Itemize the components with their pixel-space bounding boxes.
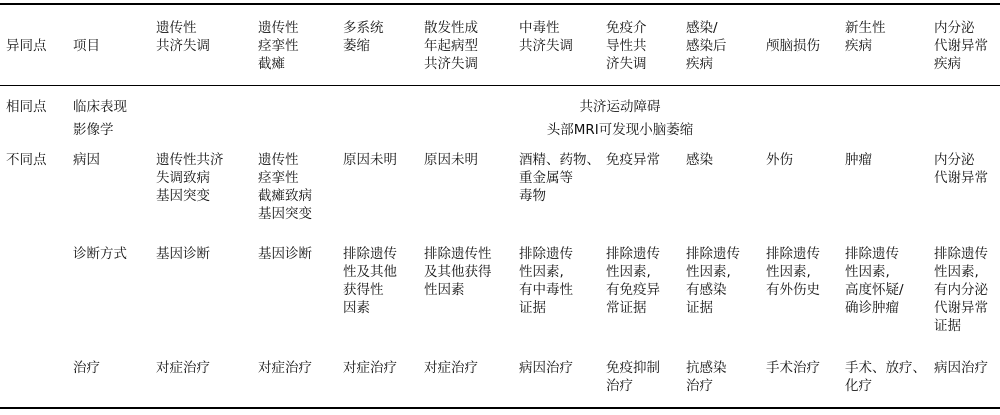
etiology-cell-8: 外伤 xyxy=(766,152,793,168)
treatment-cell-4: 对症治疗 xyxy=(424,360,478,376)
header-col-1: 遗传性 共济失调 xyxy=(156,20,210,54)
etiology-cell-5: 酒精、药物、 重金属等 毒物 xyxy=(519,152,600,204)
diagnosis-cell-7: 排除遗传 性因素, 有感染 证据 xyxy=(686,246,740,316)
etiology-cell-1: 遗传性共济 失调致病 基因突变 xyxy=(156,152,224,204)
header-diff-label: 异同点 xyxy=(6,38,47,54)
diagnosis-cell-6: 排除遗传 性因素, 有免疫异 常证据 xyxy=(606,246,660,316)
diagnosis-cell-4: 排除遗传性 及其他获得 性因素 xyxy=(424,246,492,298)
row-label-treatment: 治疗 xyxy=(73,360,100,376)
similar-item-clinical: 临床表现 xyxy=(73,99,127,115)
diagnosis-cell-9: 排除遗传 性因素, 高度怀疑/ 确诊肿瘤 xyxy=(845,246,904,316)
etiology-cell-4: 原因未明 xyxy=(424,152,478,168)
header-col-7: 感染/ 感染后 疾病 xyxy=(686,20,727,72)
diagnosis-cell-2: 基因诊断 xyxy=(258,246,312,262)
header-rule xyxy=(0,85,1000,86)
treatment-cell-10: 病因治疗 xyxy=(934,360,988,376)
treatment-cell-8: 手术治疗 xyxy=(766,360,820,376)
header-col-6: 免疫介 导性共 济失调 xyxy=(606,20,647,72)
etiology-cell-3: 原因未明 xyxy=(343,152,397,168)
header-col-4: 散发性成 年起病型 共济失调 xyxy=(424,20,478,72)
etiology-cell-9: 肿瘤 xyxy=(845,152,872,168)
header-col-5: 中毒性 共济失调 xyxy=(519,20,573,54)
treatment-cell-1: 对症治疗 xyxy=(156,360,210,376)
header-col-9: 新生性 疾病 xyxy=(845,20,886,54)
diagnosis-cell-8: 排除遗传 性因素, 有外伤史 xyxy=(766,246,820,298)
similar-imaging-text: 头部MRI可发现小脑萎缩 xyxy=(546,122,694,138)
similar-label: 相同点 xyxy=(6,99,47,115)
treatment-cell-7: 抗感染 治疗 xyxy=(686,360,727,394)
header-col-2: 遗传性 痉挛性 截瘫 xyxy=(258,20,299,72)
etiology-cell-6: 免疫异常 xyxy=(606,152,660,168)
treatment-cell-5: 病因治疗 xyxy=(519,360,573,376)
diagnosis-cell-3: 排除遗传 性及其他 获得性 因素 xyxy=(343,246,397,316)
treatment-cell-3: 对症治疗 xyxy=(343,360,397,376)
diagnosis-cell-10: 排除遗传 性因素, 有内分泌 代谢异常 证据 xyxy=(934,246,988,334)
treatment-cell-2: 对症治疗 xyxy=(258,360,312,376)
bottom-rule xyxy=(0,407,1000,409)
etiology-cell-7: 感染 xyxy=(686,152,713,168)
treatment-cell-6: 免疫抑制 治疗 xyxy=(606,360,660,394)
header-col-8: 颅脑损伤 xyxy=(766,38,820,54)
row-label-diagnosis: 诊断方式 xyxy=(73,246,127,262)
diagnosis-cell-5: 排除遗传 性因素, 有中毒性 证据 xyxy=(519,246,573,316)
header-col-3: 多系统 萎缩 xyxy=(343,20,384,54)
different-label: 不同点 xyxy=(6,152,47,168)
header-col-10: 内分泌 代谢异常 疾病 xyxy=(934,20,988,72)
similar-item-imaging: 影像学 xyxy=(73,122,114,138)
row-label-etiology: 病因 xyxy=(73,152,100,168)
similar-clinical-text: 共济运动障碍 xyxy=(579,99,661,115)
top-rule xyxy=(0,3,1000,5)
etiology-cell-10: 内分泌 代谢异常 xyxy=(934,152,988,186)
etiology-cell-2: 遗传性 痉挛性 截瘫致病 基因突变 xyxy=(258,152,312,222)
header-item-label: 项目 xyxy=(73,38,100,54)
diagnosis-cell-1: 基因诊断 xyxy=(156,246,210,262)
treatment-cell-9: 手术、放疗、 化疗 xyxy=(845,360,926,394)
